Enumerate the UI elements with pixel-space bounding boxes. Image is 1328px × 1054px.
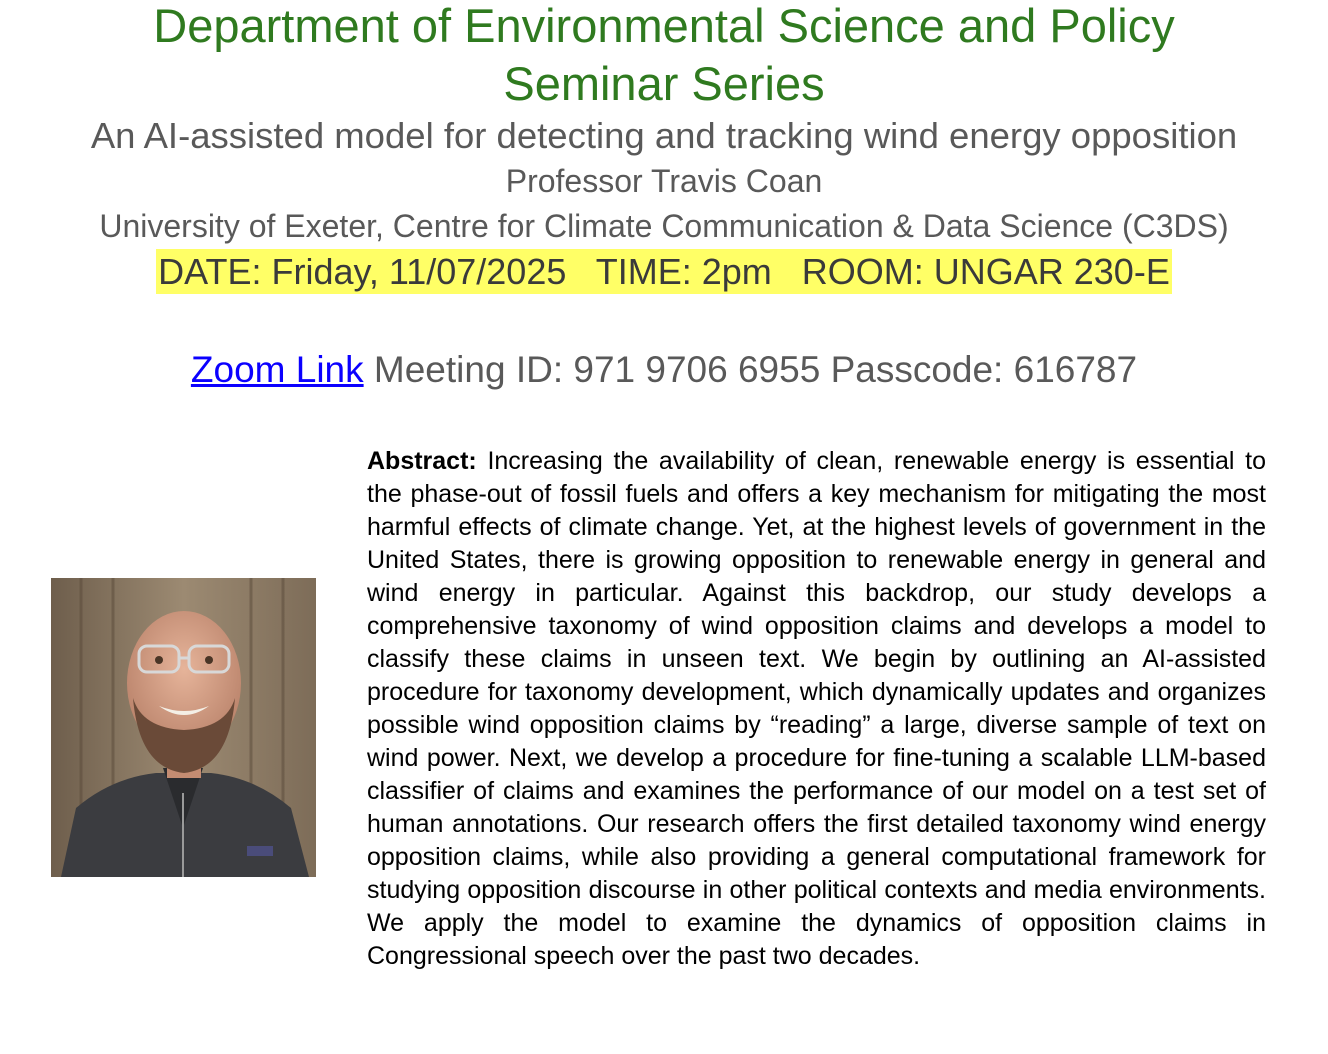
zoom-info: [0, 345, 1328, 395]
zoom-link[interactable]: Zoom Link: [190, 349, 364, 390]
speaker-portrait-icon: [51, 578, 316, 877]
department-title-line2: Seminar Series: [503, 57, 825, 110]
abstract: [367, 445, 1266, 973]
department-title: [0, 0, 1328, 113]
event-details: [0, 249, 1328, 295]
flyer-header: [0, 0, 1328, 295]
event-details-highlight: DATE: Friday, 11/07/2025 TIME: 2pm ROOM: UNGAR 230-E: [158, 251, 1170, 292]
speaker-affiliation: University of Exeter, Centre for Climate Communication & Data Science (C3DS): [99, 208, 1229, 244]
speaker-photo: [51, 578, 316, 877]
abstract-label: Abstract:: [367, 447, 477, 475]
speaker-name: Professor Travis Coan: [505, 163, 823, 199]
meeting-info: Meeting ID: 971 9706 6955 Passcode: 616787: [363, 349, 1138, 390]
talk-title: An AI-assisted model for detecting and tracking wind energy opposition: [90, 115, 1238, 156]
abstract-text: Increasing the availability of clean, renewable energy is essential to the phase-out of fossil fuels and offers a key mechanism for mitigating the most harmful effects of climate change. Yet, at the highest levels of government in the United States, there is growing opposition to renewable energy in general and wind energy in particular. Against this backdrop, our study develops a comprehensive taxonomy of wind opposition claims and develops a model to classify these claims in unseen text. We begin by outlining an AI-assisted procedure for taxonomy development, which dynamically updates and organizes possible wind opposition claims by “reading” a large, diverse sample of text on wind power. Next, we develop a procedure for fine-tuning a scalable LLM-based classifier of claims and examines the performance of our model on a test set of human annotations. Our research offers the first detailed taxonomy wind energy opposition claims, while also providing a general computational framework for studying opposition discourse in other political contexts and media environments. We apply the model to examine the dynamics of opposition claims in Congressional speech over the past two decades.: [367, 447, 1266, 970]
department-title-line1: Department of Environmental Science and Policy: [153, 0, 1175, 52]
